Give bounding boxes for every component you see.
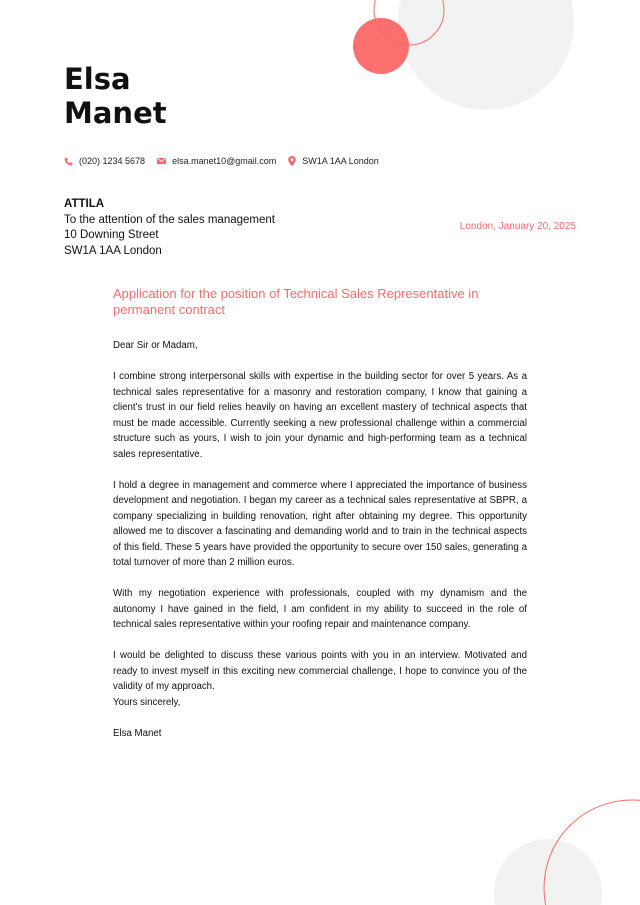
salutation: Dear Sir or Madam, (113, 340, 198, 351)
contact-email (157, 156, 276, 166)
recipient-city: SW1A 1AA London (64, 244, 162, 257)
envelope-icon (157, 157, 166, 165)
phone-number: (020) 1234 5678 (79, 156, 146, 166)
paragraph-1: I combine strong interpersonal skills with expertise in the building sector for over 5 years. As a technical sales representative for a masonry and restoration company, I know that gaining a client's trust in our field relies heavily on having an excellent mastery of technical aspects that must be made accessible. Currently seeking a new professional challenge within a commercial structure such as yours, I wish to join your dynamic and high-performing team as a technical sales representative. (113, 371, 527, 460)
paragraph-2: I hold a degree in management and commerce where I appreciated the importance of business development and negotiation. I began my career as a technical sales representative at SBPR, a company specializing in building renovation, right after obtaining my degree. This opportunity allowed me to discover a fascinating and demanding world and to train in the technical aspects of this field. These 5 years have provided the opportunity to secure over 150 sales, generating a total turnover of more than 2 million euros. (113, 479, 527, 568)
postal-address: SW1A 1AA London (302, 156, 379, 166)
signature: Elsa Manet (113, 727, 162, 739)
last-name: Manet (64, 96, 167, 130)
bottom-decoration (480, 780, 640, 905)
top-decoration (340, 0, 640, 120)
recipient-block (64, 197, 275, 259)
letter-date: London, January 20, 2025 (459, 221, 576, 232)
contact-address (288, 156, 379, 166)
email-address: elsa.manet10@gmail.com (172, 156, 277, 166)
gray-circle-top (398, 0, 574, 110)
map-pin-icon (288, 156, 296, 166)
recipient-attention: To the attention of the sales management (64, 213, 275, 226)
recipient-street: 10 Downing Street (64, 229, 159, 241)
recipient-company: ATTILA (64, 198, 105, 210)
letter-subject: Application for the position of Technical Sales Representative in permanent contract (113, 286, 479, 317)
paragraph-3: With my negotiation experience with professionals, coupled with my dynamism and the autonomy I have gained in the field, I am confident in my ability to succeed in the role of technical sales representative within your roofing repair and maintenance company. (113, 588, 527, 630)
gray-circle-bottom (494, 839, 602, 905)
contact-phone (64, 156, 145, 166)
first-name: Elsa (64, 62, 131, 96)
closing: Yours sincerely, (113, 696, 181, 708)
paragraph-4: I would be delighted to discuss these various points with you in an interview. Motivated and ready to invest myself in this exciting new commercial challenge, I hope to convince you of the validity of my approach. (113, 650, 527, 692)
phone-icon (64, 157, 73, 166)
contact-info (64, 154, 391, 168)
letter-body (113, 338, 527, 741)
applicant-name (64, 62, 167, 130)
coral-circle-top (353, 18, 409, 74)
